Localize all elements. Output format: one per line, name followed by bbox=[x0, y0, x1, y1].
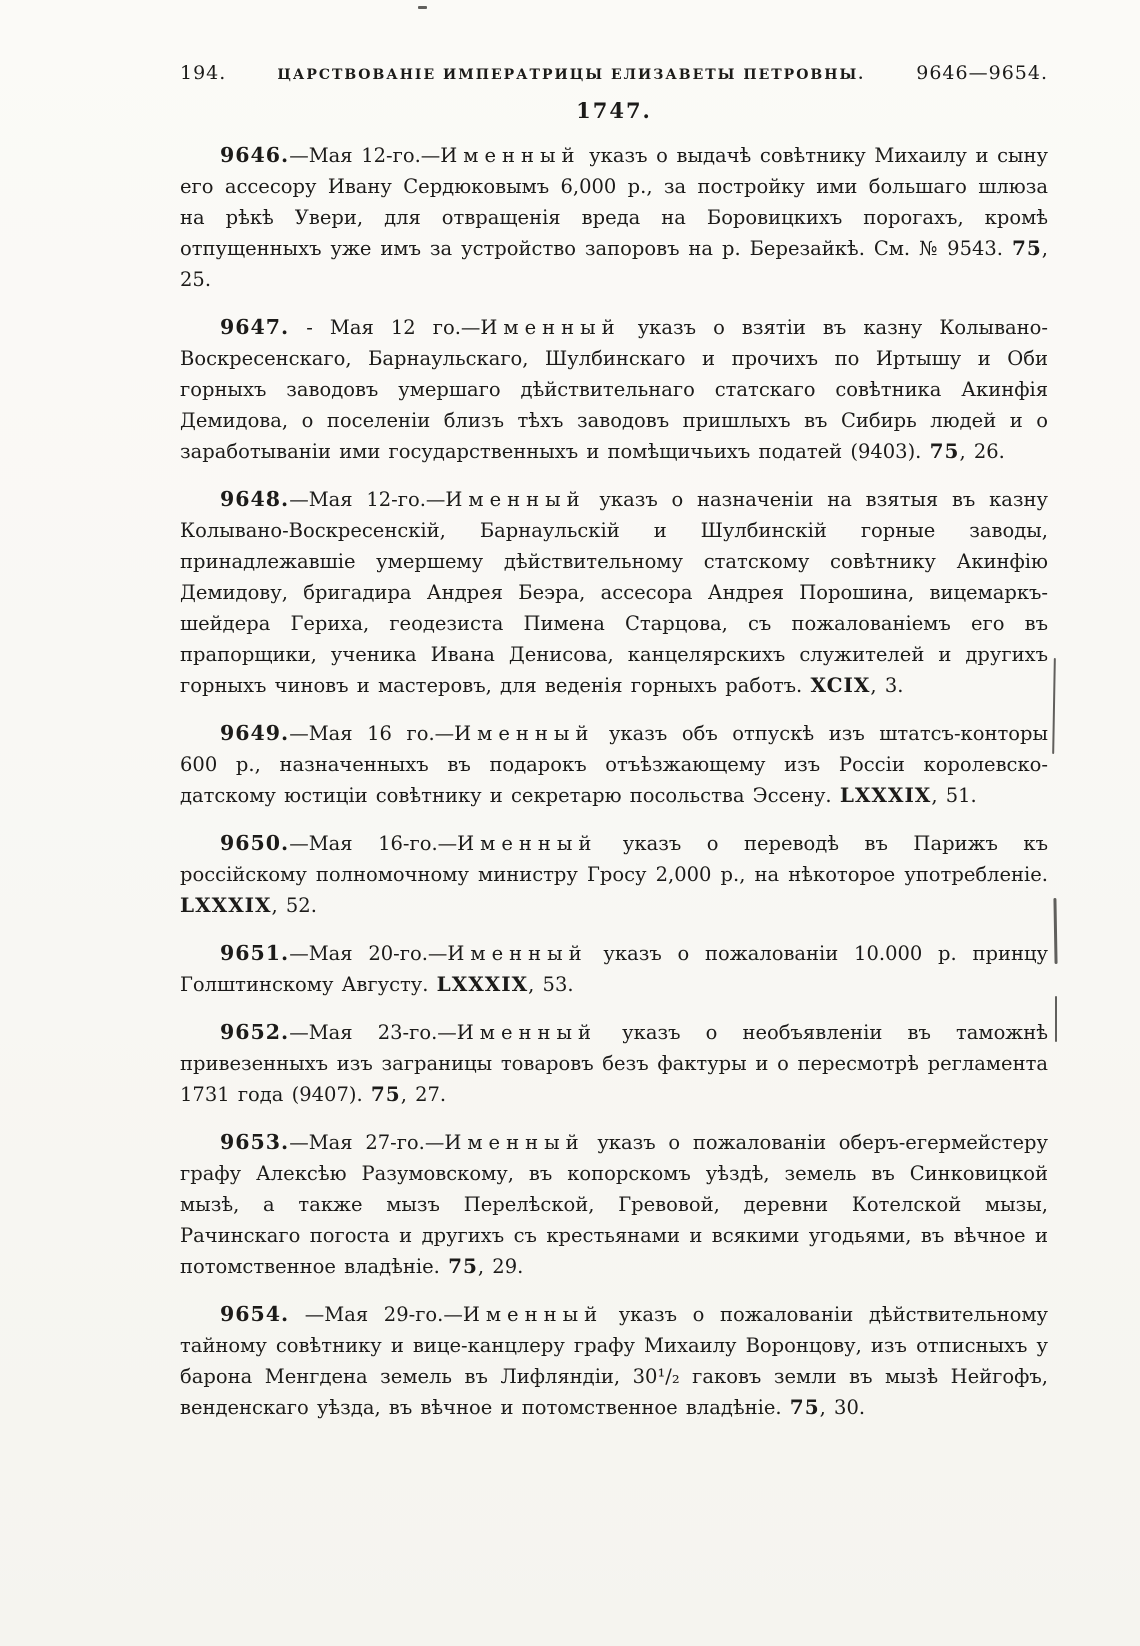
decree-date: —Мая 16-го.— bbox=[289, 832, 458, 855]
decree-date: —Мая 12-го.— bbox=[289, 488, 446, 511]
scan-artifact bbox=[1052, 658, 1056, 754]
volume-ref: 75 bbox=[370, 1082, 401, 1106]
decree-type: Именный bbox=[454, 722, 595, 745]
decree-date: - Мая 12 го.— bbox=[289, 316, 481, 339]
decree-number: 9648. bbox=[220, 487, 290, 511]
page-number: 194. bbox=[180, 62, 227, 84]
decree-entry bbox=[180, 140, 1048, 295]
decree-number: 9650. bbox=[220, 831, 290, 855]
decree-type: Именный bbox=[480, 316, 621, 339]
page-ref: , 51. bbox=[931, 784, 977, 807]
decree-date: —Мая 29-го.— bbox=[289, 1303, 463, 1326]
decree-number: 9646. bbox=[220, 143, 290, 167]
entry-range: 9646—9654. bbox=[916, 62, 1048, 84]
page-ref: , 52. bbox=[271, 894, 317, 917]
decree-date: —Мая 20-го.— bbox=[289, 942, 448, 965]
entries bbox=[180, 140, 1048, 1423]
volume-ref: LXXXIX bbox=[839, 783, 932, 807]
decree-number: 9651. bbox=[220, 941, 290, 965]
volume-ref: 75 bbox=[1011, 236, 1042, 260]
volume-ref: XCIX bbox=[810, 673, 871, 697]
scan-artifact bbox=[1055, 996, 1057, 1042]
decree-entry bbox=[180, 828, 1048, 921]
page-ref: , 27. bbox=[400, 1083, 447, 1106]
page-ref: , 29. bbox=[477, 1255, 524, 1278]
decree-body: указъ объ отпускѣ изъ штатсъ-конторы 600 р., назначенныхъ въ подарокъ отъѣзжающему изъ Россіи королевско-датскому юстиціи совѣтнику и секретарю посольства Эссену. bbox=[180, 722, 1048, 807]
page-ref: , 3. bbox=[870, 674, 904, 697]
decree-body: указъ о пожалованіи 10.000 р. принцу Голштинскому Августу. bbox=[180, 942, 1048, 996]
decree-entry bbox=[180, 1127, 1048, 1282]
decree-type: Именный bbox=[456, 1021, 598, 1044]
volume-ref: 75 bbox=[929, 439, 960, 463]
decree-type: Именный bbox=[457, 832, 598, 855]
volume-ref: 75 bbox=[448, 1254, 478, 1278]
decree-entry bbox=[180, 312, 1048, 467]
scan-artifact bbox=[1053, 898, 1057, 964]
page-ref: , 53. bbox=[528, 973, 574, 996]
decree-type: Именный bbox=[444, 1131, 585, 1154]
volume-ref: LXXXIX bbox=[436, 972, 529, 996]
decree-number: 9652. bbox=[220, 1020, 290, 1044]
decree-number: 9653. bbox=[220, 1130, 290, 1154]
page-content bbox=[180, 62, 1048, 1423]
decree-date: —Мая 23-го.— bbox=[289, 1021, 457, 1044]
decree-body: указъ о необъявленіи въ таможнѣ привезенныхъ изъ заграницы товаровъ безъ фактуры и о пересмотрѣ регламента 1731 года (9407). bbox=[180, 1021, 1049, 1106]
decree-body: указъ о пожалованіи дѣйствительному тайному совѣтнику и вице-канцлеру графу Михаилу Воронцову, изъ отписныхъ у барона Менгдена земель въ Лифляндіи, 30¹/₂ гаковъ земли въ мызѣ Нейгофъ, венденскаго уѣзда, въ вѣчное и потомственное владѣніе. bbox=[180, 1303, 1048, 1419]
decree-type: Именный bbox=[447, 942, 588, 965]
page-header bbox=[180, 62, 1048, 84]
decree-type: Именный bbox=[445, 488, 586, 511]
decree-type: Именный bbox=[462, 1303, 604, 1326]
volume-ref: LXXXIX bbox=[180, 893, 272, 917]
decree-date: —Мая 12-го.— bbox=[289, 144, 441, 167]
year-heading: 1747. bbox=[576, 98, 652, 123]
decree-entry bbox=[180, 1299, 1048, 1423]
decree-entry bbox=[180, 1017, 1048, 1110]
decree-date: —Мая 16 го.— bbox=[289, 722, 455, 745]
decree-entry bbox=[180, 938, 1048, 1000]
page-ref: , 26. bbox=[959, 440, 1005, 463]
decree-body: указъ о пожалованіи оберъ-егермейстеру графу Алексѣю Разумовскому, въ копорскомъ уѣздѣ, земель въ Синковицкой мызѣ, а также мызъ Перелѣской, Гревовой, деревни Котелской мызы, Рачинскаго погоста и другихъ съ крестьянами и всякими угодьями, въ вѣчное и потомственное владѣніе. bbox=[180, 1131, 1048, 1278]
decree-body: указъ о назначеніи на взятыя въ казну Колывано-Воскресенскій, Барнаульскій и Шулбинскій горные заводы, принадлежавшіе умершему дѣйствительному статскому совѣтнику Акинфію Демидову, бригадира Андрея Беэра, ассесора Андрея Порошина, вицемаркъ-шейдера Гериха, геодезиста Пимена Старцова, съ пожалованіемъ его въ прапорщики, ученика Ивана Денисова, канцелярскихъ служителей и другихъ горныхъ чиновъ и мастеровъ, для веденія горныхъ работъ. bbox=[180, 488, 1049, 697]
decree-number: 9649. bbox=[220, 721, 290, 745]
page-ref: , 25. bbox=[180, 237, 1048, 291]
decree-entry bbox=[180, 718, 1048, 811]
decree-number: 9654. bbox=[220, 1302, 290, 1326]
decree-type: Именный bbox=[440, 144, 581, 167]
decree-body: указъ о выдачѣ совѣтнику Михаилу и сыну его ассесору Ивану Сердюковымъ 6,000 р., за постройку ими большаго шлюза на рѣкѣ Увери, для отвращенія вреда на Боровицкихъ порогахъ, кромѣ отпущенныхъ уже имъ за устройство запоровъ на р. Березайкѣ. См. № 9543. bbox=[180, 144, 1048, 260]
decree-date: —Мая 27-го.— bbox=[289, 1131, 445, 1154]
decree-entry bbox=[180, 484, 1048, 701]
decree-body: указъ о переводѣ въ Парижъ къ россійскому полномочному министру Гросу 2,000 р., на нѣкоторое употребленіе. bbox=[180, 832, 1048, 886]
volume-ref: 75 bbox=[789, 1395, 820, 1419]
decree-body: указъ о взятіи въ казну Колывано-Воскресенскаго, Барнаульскаго, Шулбинскаго и прочихъ по Иртышу и Оби горныхъ заводовъ умершаго дѣйствительнаго статскаго совѣтника Акинфія Демидова, о поселеніи близъ тѣхъ заводовъ пришлыхъ въ Сибирь людей и о заработываніи ими государственныхъ и помѣщичьихъ податей (9403). bbox=[180, 316, 1048, 463]
scan-artifact bbox=[418, 6, 427, 9]
running-title: ЦАРСТВОВАНІЕ ИМПЕРАТРИЦЫ ЕЛИЗАВЕТЫ ПЕТРОВНЫ. bbox=[277, 67, 866, 83]
page-ref: , 30. bbox=[819, 1396, 866, 1419]
decree-number: 9647. bbox=[220, 315, 290, 339]
